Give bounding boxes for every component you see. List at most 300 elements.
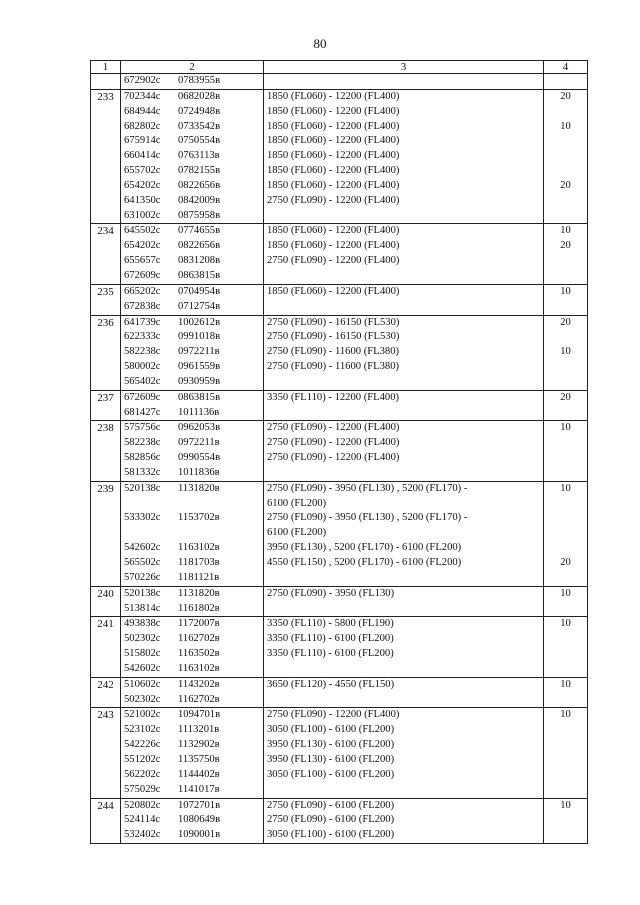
table-row bbox=[91, 602, 588, 617]
table-row bbox=[91, 481, 588, 496]
coordinates-cell bbox=[121, 632, 264, 647]
latitude-value: 631002c bbox=[124, 209, 161, 221]
value-cell bbox=[544, 602, 588, 617]
value-cell bbox=[544, 662, 588, 677]
longitude-value: 0831208в bbox=[178, 255, 221, 267]
value-cell bbox=[544, 209, 588, 224]
coordinates-cell bbox=[121, 813, 264, 828]
table-row bbox=[91, 120, 588, 135]
value-cell: 20 bbox=[544, 556, 588, 571]
altitude-range-cell bbox=[264, 375, 544, 390]
value-cell: 10 bbox=[544, 224, 588, 239]
longitude-value: 0822656в bbox=[178, 240, 221, 252]
page-number: 80 bbox=[313, 36, 327, 51]
altitude-range-cell: 2750 (FL090) - 11600 (FL380) bbox=[264, 360, 544, 375]
value-cell bbox=[544, 164, 588, 179]
section-number-cell: 239 bbox=[91, 481, 121, 496]
longitude-value: 1090001в bbox=[178, 829, 221, 841]
latitude-value: 702344c bbox=[124, 90, 161, 102]
latitude-value: 533302c bbox=[124, 512, 161, 524]
altitude-range-cell: 3350 (FL110) - 6100 (FL200) bbox=[264, 632, 544, 647]
table-row bbox=[91, 647, 588, 662]
table-row bbox=[91, 541, 588, 556]
value-cell bbox=[544, 269, 588, 284]
section-number-cell bbox=[91, 602, 121, 617]
longitude-value: 1163502в bbox=[178, 648, 220, 660]
coordinates-cell bbox=[121, 421, 264, 436]
altitude-range-cell: 3350 (FL110) - 6100 (FL200) bbox=[264, 647, 544, 662]
altitude-range-cell: 1850 (FL060) - 12200 (FL400) bbox=[264, 120, 544, 135]
altitude-range-cell: 2750 (FL090) - 12200 (FL400) bbox=[264, 451, 544, 466]
table-row bbox=[91, 194, 588, 209]
table-row bbox=[91, 693, 588, 708]
coordinates-cell bbox=[121, 390, 264, 405]
value-cell bbox=[544, 768, 588, 783]
value-cell bbox=[544, 723, 588, 738]
coordinates-cell bbox=[121, 105, 264, 120]
value-cell bbox=[544, 647, 588, 662]
section-number-cell: 243 bbox=[91, 708, 121, 723]
altitude-range-cell: 3950 (FL130) - 6100 (FL200) bbox=[264, 753, 544, 768]
header-col-3: 3 bbox=[264, 61, 544, 74]
table-row bbox=[91, 345, 588, 360]
table-row bbox=[91, 632, 588, 647]
longitude-value: 1172007в bbox=[178, 618, 220, 630]
coordinates-cell bbox=[121, 149, 264, 164]
altitude-range-cell bbox=[264, 466, 544, 481]
longitude-value: 0733542в bbox=[178, 120, 221, 132]
latitude-value: 570226c bbox=[124, 571, 161, 583]
section-number-cell bbox=[91, 120, 121, 135]
table-row bbox=[91, 511, 588, 526]
section-number-cell bbox=[91, 194, 121, 209]
latitude-value: 641350c bbox=[124, 194, 161, 206]
coordinates-cell bbox=[121, 224, 264, 239]
altitude-range-cell: 1850 (FL060) - 12200 (FL400) bbox=[264, 164, 544, 179]
section-number-cell bbox=[91, 828, 121, 843]
section-number-cell: 238 bbox=[91, 421, 121, 436]
table-row bbox=[91, 768, 588, 783]
longitude-value: 0962053в bbox=[178, 422, 221, 434]
latitude-value: 542602c bbox=[124, 542, 161, 554]
section-number-cell bbox=[91, 134, 121, 149]
value-cell bbox=[544, 783, 588, 798]
longitude-value: 1011836в bbox=[178, 466, 220, 478]
longitude-value: 0930959в bbox=[178, 375, 221, 387]
table-row bbox=[91, 828, 588, 843]
section-number-cell bbox=[91, 375, 121, 390]
table-row bbox=[91, 360, 588, 375]
section-number-cell bbox=[91, 330, 121, 345]
altitude-range-cell: 3050 (FL100) - 6100 (FL200) bbox=[264, 768, 544, 783]
value-cell: 10 bbox=[544, 284, 588, 299]
longitude-value: 0863815в bbox=[178, 391, 221, 403]
altitude-range-cell: 6100 (FL200) bbox=[264, 526, 544, 541]
section-number-cell: 235 bbox=[91, 284, 121, 299]
section-number-cell bbox=[91, 511, 121, 526]
latitude-value: 654202c bbox=[124, 179, 161, 191]
longitude-value: 0875958в bbox=[178, 209, 221, 221]
altitude-range-cell: 2750 (FL090) - 11600 (FL380) bbox=[264, 345, 544, 360]
section-number-cell bbox=[91, 209, 121, 224]
coordinates-cell bbox=[121, 602, 264, 617]
value-cell: 20 bbox=[544, 390, 588, 405]
coordinates-cell bbox=[121, 783, 264, 798]
table-row bbox=[91, 300, 588, 315]
section-number-cell bbox=[91, 269, 121, 284]
section-number-cell bbox=[91, 783, 121, 798]
longitude-value: 0842009в bbox=[178, 194, 221, 206]
table-row bbox=[91, 254, 588, 269]
coordinates-cell bbox=[121, 360, 264, 375]
coordinates-cell bbox=[121, 466, 264, 481]
altitude-range-cell: 2750 (FL090) - 3950 (FL130) bbox=[264, 586, 544, 601]
altitude-range-cell: 2750 (FL090) - 6100 (FL200) bbox=[264, 798, 544, 813]
altitude-range-cell: 1850 (FL060) - 12200 (FL400) bbox=[264, 179, 544, 194]
value-cell bbox=[544, 511, 588, 526]
latitude-value: 521002c bbox=[124, 709, 161, 721]
altitude-range-cell bbox=[264, 693, 544, 708]
altitude-range-cell: 2750 (FL090) - 3950 (FL130) , 5200 (FL170) - bbox=[264, 511, 544, 526]
latitude-value: 582238c bbox=[124, 346, 161, 358]
section-number-cell bbox=[91, 693, 121, 708]
table-row bbox=[91, 284, 588, 299]
altitude-range-cell: 1850 (FL060) - 12200 (FL400) bbox=[264, 105, 544, 120]
longitude-value: 0704954в bbox=[178, 285, 221, 297]
latitude-value: 655702c bbox=[124, 165, 161, 177]
coordinates-cell bbox=[121, 723, 264, 738]
altitude-range-cell bbox=[264, 209, 544, 224]
longitude-value: 1080649в bbox=[178, 814, 221, 826]
longitude-value: 0783955в bbox=[178, 75, 221, 86]
longitude-value: 1162702в bbox=[178, 633, 220, 645]
coordinates-cell bbox=[121, 134, 264, 149]
section-number-cell bbox=[91, 632, 121, 647]
latitude-value: 515802c bbox=[124, 648, 161, 660]
coordinates-cell bbox=[121, 74, 264, 90]
section-number-cell bbox=[91, 149, 121, 164]
section-number-cell bbox=[91, 647, 121, 662]
latitude-value: 520138c bbox=[124, 482, 161, 494]
coordinates-cell bbox=[121, 194, 264, 209]
longitude-value: 1153702в bbox=[178, 512, 220, 524]
longitude-value: 1162702в bbox=[178, 693, 220, 705]
table-row bbox=[91, 783, 588, 798]
coordinates-cell bbox=[121, 526, 264, 541]
altitude-range-cell bbox=[264, 602, 544, 617]
latitude-value: 575756c bbox=[124, 422, 161, 434]
latitude-value: 660414c bbox=[124, 150, 161, 162]
section-number-cell: 240 bbox=[91, 586, 121, 601]
coordinates-cell bbox=[121, 768, 264, 783]
longitude-value: 0750554в bbox=[178, 135, 221, 147]
altitude-range-cell: 2750 (FL090) - 12200 (FL400) bbox=[264, 708, 544, 723]
coordinates-cell bbox=[121, 239, 264, 254]
value-cell bbox=[544, 451, 588, 466]
altitude-range-cell: 3350 (FL110) - 5800 (FL190) bbox=[264, 617, 544, 632]
latitude-value: 510602c bbox=[124, 678, 161, 690]
altitude-range-cell: 2750 (FL090) - 12200 (FL400) bbox=[264, 436, 544, 451]
value-cell bbox=[544, 134, 588, 149]
value-cell: 20 bbox=[544, 89, 588, 104]
header-col-4: 4 bbox=[544, 61, 588, 74]
longitude-value: 0682028в bbox=[178, 90, 221, 102]
value-cell: 20 bbox=[544, 179, 588, 194]
table-row bbox=[91, 526, 588, 541]
coordinates-cell bbox=[121, 179, 264, 194]
altitude-range-cell bbox=[264, 571, 544, 586]
table-row bbox=[91, 466, 588, 481]
table-row bbox=[91, 375, 588, 390]
table-row bbox=[91, 497, 588, 512]
coordinates-cell bbox=[121, 511, 264, 526]
altitude-range-cell bbox=[264, 783, 544, 798]
section-number-cell: 236 bbox=[91, 315, 121, 330]
longitude-value: 0774655в bbox=[178, 225, 221, 237]
value-cell: 10 bbox=[544, 677, 588, 692]
value-cell bbox=[544, 571, 588, 586]
section-number-cell bbox=[91, 254, 121, 269]
table-row bbox=[91, 105, 588, 120]
section-number-cell bbox=[91, 541, 121, 556]
latitude-value: 502302c bbox=[124, 693, 161, 705]
latitude-value: 655657c bbox=[124, 255, 161, 267]
table-row bbox=[91, 89, 588, 104]
altitude-range-cell bbox=[264, 269, 544, 284]
value-cell bbox=[544, 406, 588, 421]
longitude-value: 0822656в bbox=[178, 179, 221, 191]
latitude-value: 493838c bbox=[124, 618, 161, 630]
value-cell: 20 bbox=[544, 315, 588, 330]
coordinates-cell bbox=[121, 209, 264, 224]
coordinates-cell bbox=[121, 375, 264, 390]
section-number-cell bbox=[91, 105, 121, 120]
section-number-cell: 233 bbox=[91, 89, 121, 104]
altitude-range-cell: 1850 (FL060) - 12200 (FL400) bbox=[264, 149, 544, 164]
coordinates-cell bbox=[121, 738, 264, 753]
section-number-cell: 234 bbox=[91, 224, 121, 239]
altitude-range-cell: 1850 (FL060) - 12200 (FL400) bbox=[264, 134, 544, 149]
section-number-cell: 242 bbox=[91, 677, 121, 692]
table-row bbox=[91, 617, 588, 632]
latitude-value: 672609c bbox=[124, 269, 161, 281]
altitude-range-cell bbox=[264, 300, 544, 315]
table-row bbox=[91, 164, 588, 179]
value-cell: 10 bbox=[544, 345, 588, 360]
altitude-range-cell: 3950 (FL130) , 5200 (FL170) - 6100 (FL200) bbox=[264, 541, 544, 556]
coordinates-cell bbox=[121, 436, 264, 451]
latitude-value: 672902c bbox=[124, 75, 161, 86]
section-number-cell bbox=[91, 571, 121, 586]
table-row bbox=[91, 798, 588, 813]
altitude-range-cell: 2750 (FL090) - 12200 (FL400) bbox=[264, 254, 544, 269]
longitude-value: 1011136в bbox=[178, 406, 220, 418]
altitude-range-cell: 3950 (FL130) - 6100 (FL200) bbox=[264, 738, 544, 753]
latitude-value: 524114c bbox=[124, 814, 161, 826]
value-cell bbox=[544, 105, 588, 120]
value-cell bbox=[544, 74, 588, 90]
table-row bbox=[91, 677, 588, 692]
table-row bbox=[91, 753, 588, 768]
value-cell bbox=[544, 330, 588, 345]
coordinates-cell bbox=[121, 798, 264, 813]
longitude-value: 1131820в bbox=[178, 587, 220, 599]
latitude-value: 622333c bbox=[124, 331, 161, 343]
table-row bbox=[91, 149, 588, 164]
header-col-2: 2 bbox=[121, 61, 264, 74]
value-cell bbox=[544, 466, 588, 481]
latitude-value: 565402c bbox=[124, 375, 161, 387]
section-number-cell bbox=[91, 451, 121, 466]
longitude-value: 0782155в bbox=[178, 165, 221, 177]
section-number-cell bbox=[91, 74, 121, 90]
value-cell bbox=[544, 738, 588, 753]
value-cell: 10 bbox=[544, 120, 588, 135]
value-cell bbox=[544, 753, 588, 768]
value-cell bbox=[544, 254, 588, 269]
coordinates-cell bbox=[121, 497, 264, 512]
coordinates-cell bbox=[121, 89, 264, 104]
latitude-value: 684944c bbox=[124, 105, 161, 117]
table-row bbox=[91, 239, 588, 254]
value-cell: 20 bbox=[544, 239, 588, 254]
table-row bbox=[91, 738, 588, 753]
latitude-value: 581332c bbox=[124, 466, 161, 478]
altitude-range-cell: 1850 (FL060) - 12200 (FL400) bbox=[264, 239, 544, 254]
longitude-value: 1144402в bbox=[178, 768, 220, 780]
table-row bbox=[91, 723, 588, 738]
latitude-value: 582238c bbox=[124, 437, 161, 449]
table-row bbox=[91, 571, 588, 586]
airspace-table bbox=[90, 60, 588, 844]
coordinates-cell bbox=[121, 120, 264, 135]
longitude-value: 1072701в bbox=[178, 799, 221, 811]
table-row bbox=[91, 556, 588, 571]
section-number-cell bbox=[91, 360, 121, 375]
coordinates-cell bbox=[121, 164, 264, 179]
value-cell bbox=[544, 149, 588, 164]
longitude-value: 0990554в bbox=[178, 452, 221, 464]
section-number-cell bbox=[91, 239, 121, 254]
latitude-value: 520138c bbox=[124, 587, 161, 599]
longitude-value: 1135750в bbox=[178, 753, 220, 765]
table-body bbox=[91, 74, 588, 844]
altitude-range-cell: 2750 (FL090) - 12200 (FL400) bbox=[264, 194, 544, 209]
latitude-value: 523102c bbox=[124, 724, 161, 736]
coordinates-cell bbox=[121, 406, 264, 421]
value-cell bbox=[544, 813, 588, 828]
altitude-range-cell bbox=[264, 406, 544, 421]
coordinates-cell bbox=[121, 617, 264, 632]
latitude-value: 520802c bbox=[124, 799, 161, 811]
table-row bbox=[91, 708, 588, 723]
section-number-cell bbox=[91, 738, 121, 753]
latitude-value: 645502c bbox=[124, 225, 161, 237]
section-number-cell bbox=[91, 526, 121, 541]
longitude-value: 1131820в bbox=[178, 482, 220, 494]
value-cell bbox=[544, 526, 588, 541]
table-header-row bbox=[91, 61, 588, 74]
value-cell bbox=[544, 497, 588, 512]
coordinates-cell bbox=[121, 693, 264, 708]
coordinates-cell bbox=[121, 345, 264, 360]
section-number-cell: 237 bbox=[91, 390, 121, 405]
section-number-cell: 244 bbox=[91, 798, 121, 813]
section-number-cell bbox=[91, 345, 121, 360]
coordinates-cell bbox=[121, 556, 264, 571]
latitude-value: 502302c bbox=[124, 633, 161, 645]
section-number-cell bbox=[91, 753, 121, 768]
section-number-cell bbox=[91, 768, 121, 783]
value-cell bbox=[544, 632, 588, 647]
table-row bbox=[91, 662, 588, 677]
latitude-value: 513814c bbox=[124, 602, 161, 614]
value-cell bbox=[544, 436, 588, 451]
latitude-value: 641739c bbox=[124, 316, 161, 328]
table-row bbox=[91, 436, 588, 451]
table-row bbox=[91, 586, 588, 601]
table-row bbox=[91, 209, 588, 224]
latitude-value: 672838c bbox=[124, 300, 161, 312]
latitude-value: 542226c bbox=[124, 739, 161, 751]
coordinates-cell bbox=[121, 662, 264, 677]
altitude-range-cell: 6100 (FL200) bbox=[264, 497, 544, 512]
coordinates-cell bbox=[121, 828, 264, 843]
value-cell: 10 bbox=[544, 481, 588, 496]
altitude-range-cell: 1850 (FL060) - 12200 (FL400) bbox=[264, 284, 544, 299]
coordinates-cell bbox=[121, 647, 264, 662]
latitude-value: 562202c bbox=[124, 768, 161, 780]
longitude-value: 0763113в bbox=[178, 150, 220, 162]
longitude-value: 1113201в bbox=[178, 724, 220, 736]
table-row bbox=[91, 421, 588, 436]
section-number-cell bbox=[91, 466, 121, 481]
latitude-value: 665202c bbox=[124, 285, 161, 297]
table-row bbox=[91, 390, 588, 405]
altitude-range-cell: 2750 (FL090) - 6100 (FL200) bbox=[264, 813, 544, 828]
altitude-range-cell: 3050 (FL100) - 6100 (FL200) bbox=[264, 828, 544, 843]
coordinates-cell bbox=[121, 330, 264, 345]
latitude-value: 565502c bbox=[124, 557, 161, 568]
altitude-range-cell: 1850 (FL060) - 12200 (FL400) bbox=[264, 89, 544, 104]
coordinates-cell bbox=[121, 541, 264, 556]
table-row bbox=[91, 269, 588, 284]
longitude-value: 0863815в bbox=[178, 269, 221, 281]
section-number-cell bbox=[91, 497, 121, 512]
coordinates-cell bbox=[121, 284, 264, 299]
section-number-cell bbox=[91, 179, 121, 194]
section-number-cell bbox=[91, 723, 121, 738]
coordinates-cell bbox=[121, 254, 264, 269]
longitude-value: 0991018в bbox=[178, 331, 221, 343]
value-cell bbox=[544, 194, 588, 209]
latitude-value: 682802c bbox=[124, 120, 161, 132]
coordinates-cell bbox=[121, 300, 264, 315]
value-cell: 10 bbox=[544, 617, 588, 632]
longitude-value: 0712754в bbox=[178, 300, 221, 312]
section-number-cell bbox=[91, 813, 121, 828]
table-row bbox=[91, 224, 588, 239]
altitude-range-cell: 2750 (FL090) - 3950 (FL130) , 5200 (FL170) - bbox=[264, 481, 544, 496]
table-row bbox=[91, 451, 588, 466]
longitude-value: 0972211в bbox=[178, 437, 220, 449]
value-cell bbox=[544, 541, 588, 556]
value-cell: 10 bbox=[544, 421, 588, 436]
altitude-range-cell: 4550 (FL150) , 5200 (FL170) - 6100 (FL200) bbox=[264, 556, 544, 571]
longitude-value: 0972211в bbox=[178, 346, 220, 358]
latitude-value: 672609c bbox=[124, 391, 161, 403]
longitude-value: 1181703в bbox=[178, 557, 220, 568]
